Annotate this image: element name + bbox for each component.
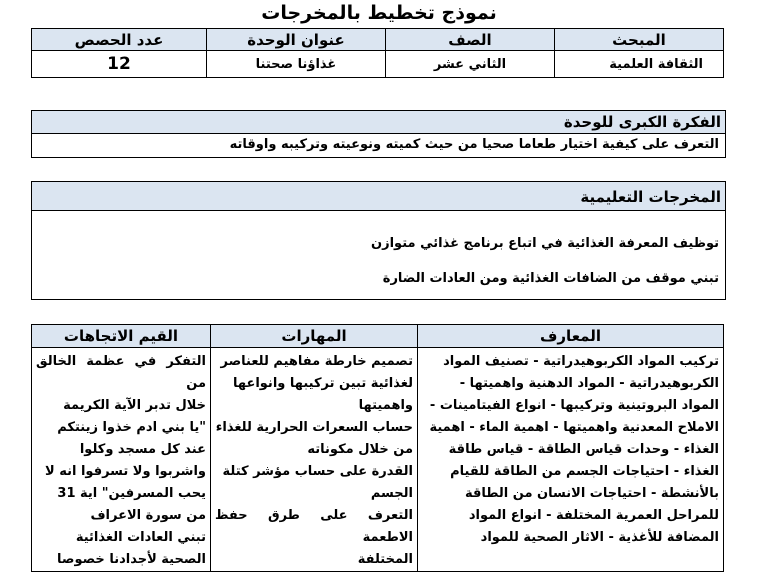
knowledge-header: المعارف	[418, 325, 724, 348]
skills-line: التعرف على طرق حفظ الاطعمة	[215, 508, 413, 545]
subject-header: المبحث	[555, 29, 724, 51]
values-line: عند كل مسجد وكلوا	[79, 442, 206, 457]
subject-value: الثقافة العلمية	[555, 51, 724, 78]
big-idea-text: التعرف على كيفية اختيار طعاما صحيا من حيث كميته ونوعيته وتركيبه واوقاته	[229, 137, 719, 152]
knowledge-line: بالأنشطة - احتياجات الانسان من الطاقة	[464, 486, 719, 501]
knowledge-line: الغذاء - وحدات قياس الطاقة - قياس طاقة	[448, 442, 719, 457]
skills-line: الجسم	[370, 486, 413, 501]
unit-info-table	[31, 28, 724, 78]
values-line: من سورة الاعراف	[90, 508, 206, 523]
big-idea-heading: الفكرة الكبرى للوحدة	[32, 111, 725, 134]
lesson-count-value: 12	[32, 51, 207, 78]
knowledge-line: المواد البروتينية وتركيبها - انواع الفيتامينات -	[429, 398, 719, 413]
skills-line: القدرة على حساب مؤشر كتلة	[222, 464, 413, 479]
knowledge-line: المضافة للأغذية - الاثار الصحية للمواد	[480, 530, 719, 545]
learning-outcomes-heading: المخرجات التعليمية	[32, 182, 725, 211]
values-line: "يا بني ادم خذوا زينتكم	[57, 420, 206, 435]
values-header: القيم الاتجاهات	[32, 325, 211, 348]
skills-line: واهميتها	[358, 398, 413, 413]
skills-line: لغذائية تبين تركيبها وانواعها	[232, 376, 413, 391]
skills-line: تصميم خارطة مفاهيم للعناصر	[220, 354, 413, 369]
unit-title-value: غذاؤنا صحتنا	[207, 51, 386, 78]
unit-title-header: عنوان الوحدة	[207, 29, 386, 51]
values-line: تبني العادات الغذائية	[75, 530, 206, 545]
knowledge-line: الغذاء - احتياجات الجسم من الطاقة للقيام	[450, 464, 719, 479]
outcome-item: توظيف المعرفة الغذائية في اتباع برنامج غذائي متوازن	[371, 236, 719, 251]
values-line: التفكر في عظمة الخالق من	[36, 354, 206, 391]
values-line: واشربوا ولا تسرفوا انه لا	[45, 464, 206, 479]
values-cell	[32, 348, 211, 572]
knowledge-line: للمراحل العمرية المختلفة - انواع المواد	[468, 508, 719, 523]
learning-outcomes-section	[31, 181, 726, 300]
page-title: نموذج تخطيط بالمخرجات	[261, 2, 497, 24]
knowledge-line: الكربوهيدراتية - المواد الدهنية واهميتها -	[459, 376, 719, 391]
skills-line: من خلال مكوناته	[307, 442, 413, 457]
lesson-count-header: عدد الحصص	[32, 29, 207, 51]
knowledge-line: الاملاح المعدنية واهميتها - اهمية الماء - اهمية	[429, 420, 719, 435]
big-idea-section	[31, 110, 726, 158]
grade-value: الثاني عشر	[386, 51, 555, 78]
values-line: الصحية لأجدادنا خصوصا	[57, 552, 206, 567]
knowledge-cell	[418, 348, 724, 572]
outcome-item: تبني موقف من الضافات الغذائية ومن العادات الضارة	[382, 271, 719, 286]
grade-header: الصف	[386, 29, 555, 51]
knowledge-skills-values-table	[31, 324, 724, 572]
skills-header: المهارات	[211, 325, 418, 348]
skills-line: حساب السعرات الحرارية للغذاء	[215, 420, 413, 435]
skills-cell	[211, 348, 418, 572]
knowledge-line: تركيب المواد الكربوهيدراتية - تصنيف المواد	[443, 354, 719, 369]
values-line: خلال تدبر الآية الكريمة	[63, 398, 206, 413]
values-line: يحب المسرفين" اية 31	[57, 486, 206, 501]
skills-line: المختلفة	[357, 552, 413, 567]
